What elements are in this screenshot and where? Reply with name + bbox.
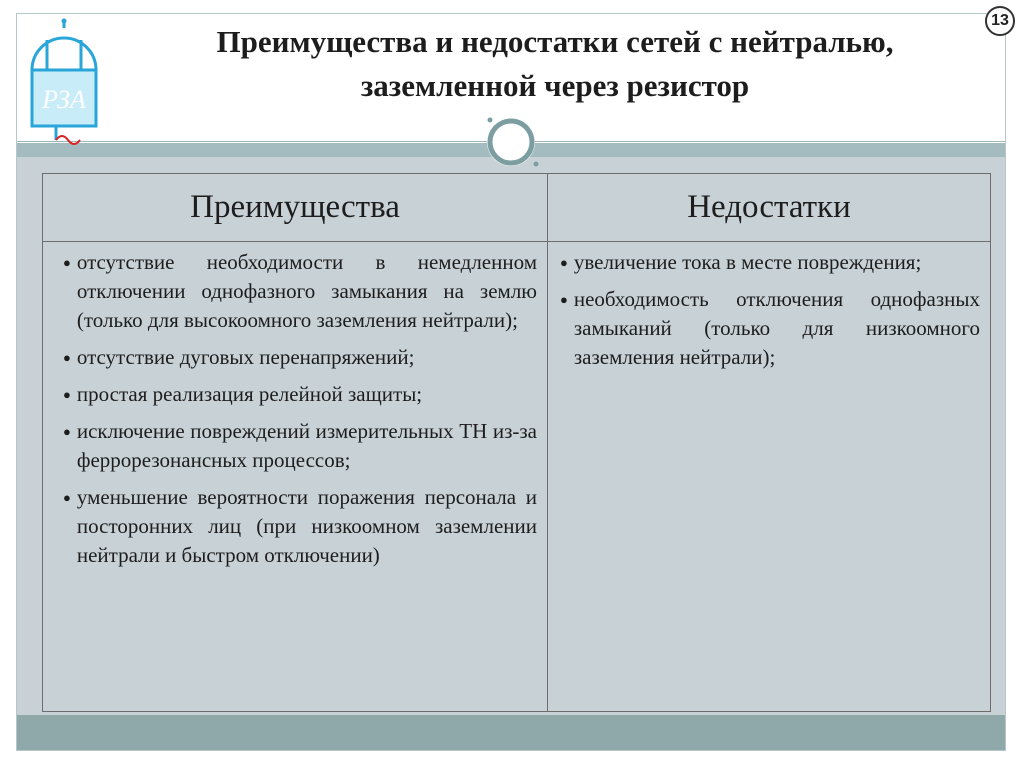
header-advantages: Преимущества xyxy=(43,174,548,242)
list-item: ● уменьшение вероятности поражения персонала и посторонних лиц (при низкоомном заземлении нейтрали и быстром отключении) xyxy=(63,483,537,570)
bullet-icon: ● xyxy=(560,255,568,270)
logo-text: РЗА xyxy=(42,85,86,114)
slide-title xyxy=(105,20,1005,108)
list-item: ● необходимость отключения однофазных замыканий (только для низкоомного заземления нейтрали); xyxy=(560,285,980,372)
bullet-icon: ● xyxy=(63,387,71,402)
list-item: ● отсутствие дуговых перенапряжений; xyxy=(63,343,537,372)
page-number-badge: 13 xyxy=(985,6,1015,36)
list-item: ● увеличение тока в месте повреждения; xyxy=(560,248,980,277)
title-line-1: Преимущества и недостатки сетей с нейтралью, xyxy=(216,24,894,59)
ring-ornament-icon xyxy=(478,112,544,172)
bullet-icon: ● xyxy=(560,292,568,307)
list-item: ● исключение повреждений измерительных ТН из-за феррорезонансных процессов; xyxy=(63,417,537,475)
bullet-icon: ● xyxy=(63,490,71,505)
bullet-icon: ● xyxy=(63,255,71,270)
advantages-cell xyxy=(43,242,548,712)
bullet-icon: ● xyxy=(63,350,71,365)
footer-band xyxy=(17,715,1005,750)
list-item: ● простая реализация релейной защиты; xyxy=(63,380,537,409)
header-disadvantages: Недостатки xyxy=(548,174,991,242)
comparison-table xyxy=(42,173,991,712)
disadvantages-cell xyxy=(548,242,991,712)
bullet-icon: ● xyxy=(63,424,71,439)
table-header-row xyxy=(43,174,991,242)
rza-logo-icon xyxy=(22,18,106,150)
table-body-row xyxy=(43,242,991,712)
list-item: ● отсутствие необходимости в немедленном отключении однофазного замыкания на землю (только для высокоомного заземления нейтрали); xyxy=(63,248,537,335)
title-line-2: заземленной через резистор xyxy=(360,68,750,103)
